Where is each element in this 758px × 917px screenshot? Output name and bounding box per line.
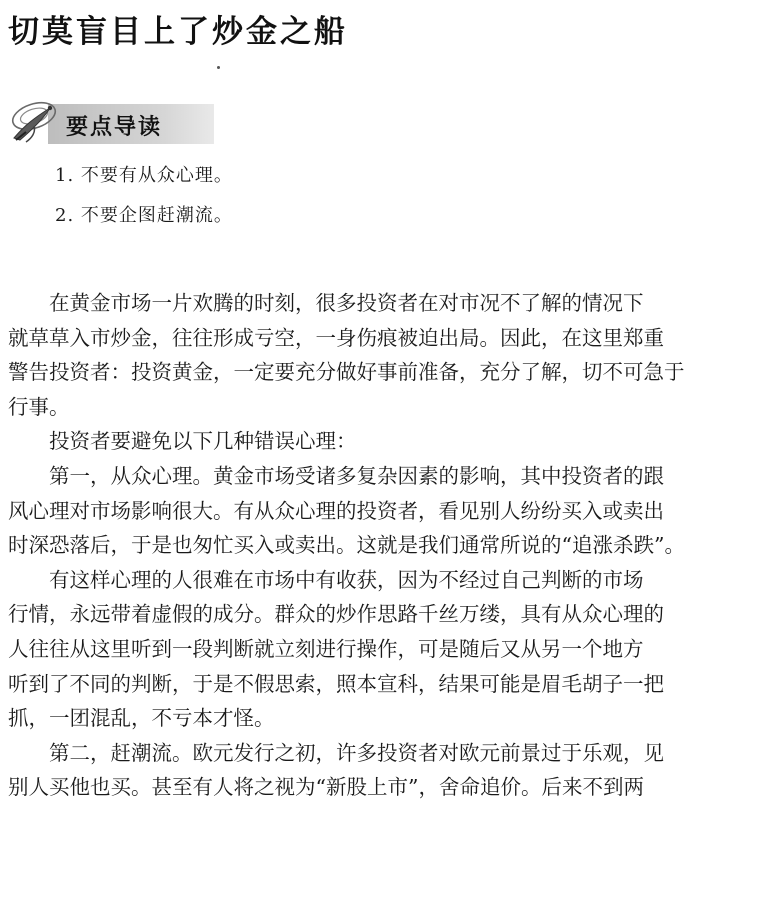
page-title: 切莫盲目上了炒金之船 <box>8 14 348 50</box>
paragraph-line: 就草草入市炒金，往往形成亏空，一身伤痕被迫出局。因此，在这里郑重 <box>8 325 664 350</box>
paragraph-line: 人往往从这里听到一段判断就立刻进行操作，可是随后又从另一个地方 <box>8 636 644 661</box>
key-point-item: 2. 不要企图赶潮流。 <box>55 205 233 226</box>
key-point-item: 1. 不要有从众心理。 <box>55 165 233 186</box>
paragraph-line: 投资者要避免以下几种错误心理： <box>49 429 357 454</box>
paragraph-line: 警告投资者：投资黄金，一定要充分做好事前准备，充分了解，切不可急于 <box>8 360 685 385</box>
paragraph-line: 别人买他也买。甚至有人将之视为“新股上市”，舍命追价。后来不到两 <box>8 775 644 800</box>
paragraph-line: 第一，从众心理。黄金市场受诸多复杂因素的影响，其中投资者的跟 <box>49 463 664 488</box>
quill-pen-icon <box>4 96 68 148</box>
section-badge-label: 要点导读 <box>66 115 163 140</box>
print-speck <box>217 66 220 69</box>
paragraph-line: 抓，一团混乱，不亏本才怪。 <box>8 706 275 731</box>
paragraph-line: 有这样心理的人很难在市场中有收获，因为不经过自己判断的市场 <box>49 567 644 592</box>
paragraph-line: 在黄金市场一片欢腾的时刻，很多投资者在对市况不了解的情况下 <box>49 291 644 315</box>
body-text <box>8 286 750 805</box>
paragraph-line: 风心理对市场影响很大。有从众心理的投资者，看见别人纷纷买入或卖出 <box>8 498 664 523</box>
paragraph-line: 行情，永远带着虚假的成分。群众的炒作思路千丝万缕，具有从众心理的 <box>8 602 664 627</box>
paragraph-line: 行事。 <box>8 394 70 419</box>
paragraph-line: 听到了不同的判断，于是不假思索，照本宣科，结果可能是眉毛胡子一把 <box>8 671 664 696</box>
key-points-list <box>55 165 233 245</box>
section-badge <box>4 96 214 148</box>
paragraph-line: 时深恐落后，于是也匆忙买入或卖出。这就是我们通常所说的“追涨杀跌”。 <box>8 533 685 558</box>
paragraph-line: 第二，赶潮流。欧元发行之初，许多投资者对欧元前景过于乐观，见 <box>49 740 664 765</box>
